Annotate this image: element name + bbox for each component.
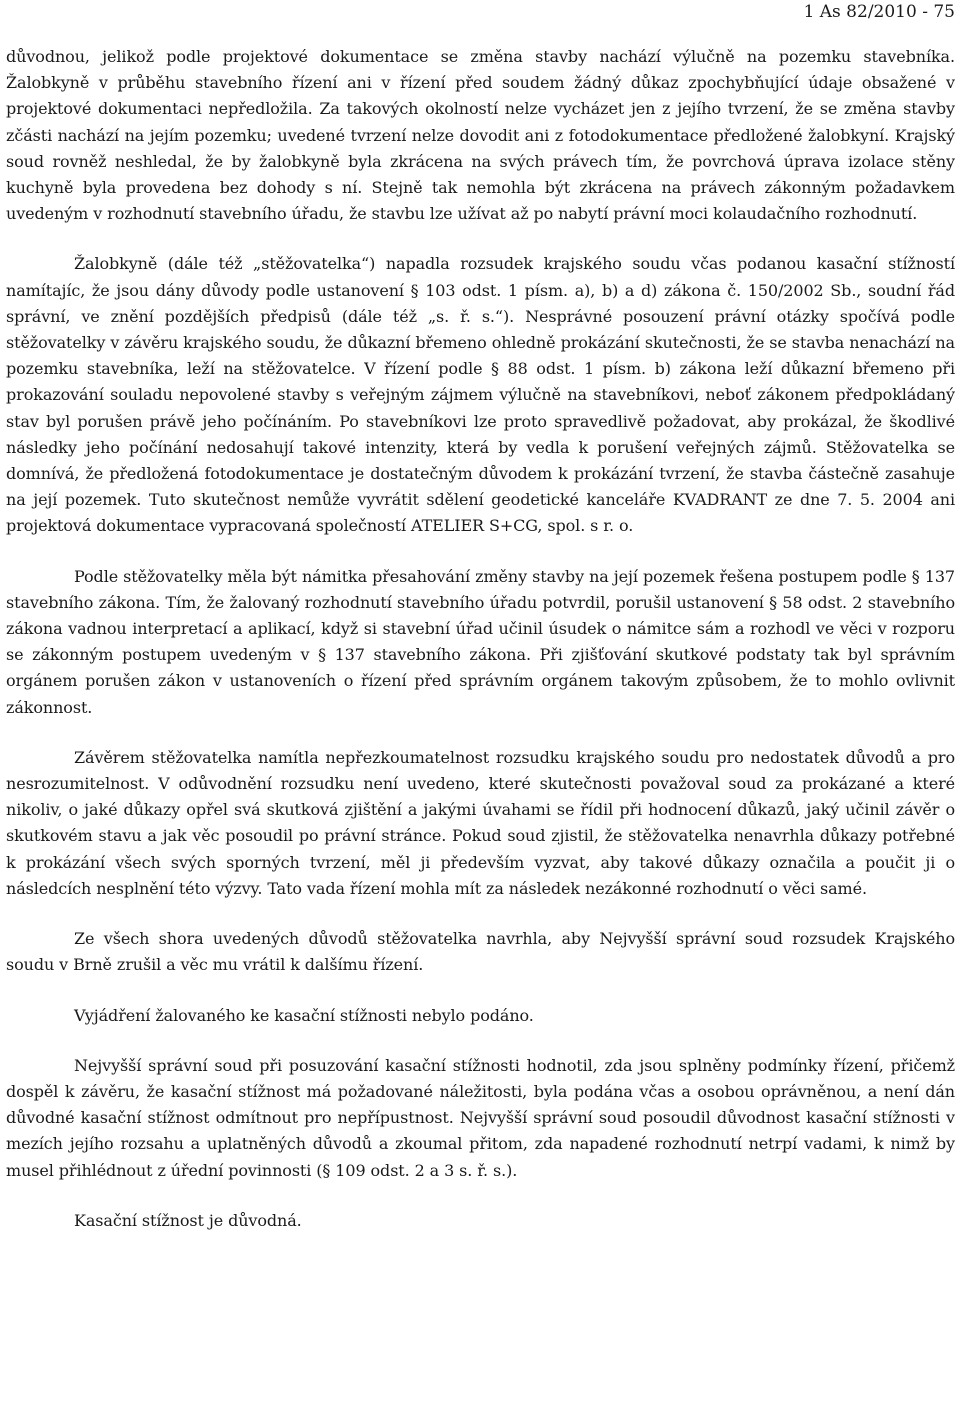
paragraph-no-response: Vyjádření žalovaného ke kasační stížnosti nebylo podáno. [74, 1005, 534, 1025]
paragraph-section-137: Podle stěžovatelky měla být námitka přesahování změny stavby na její pozemek řešena postupem podle § 137 stavebního zákona. Tím, že žalovaný rozhodnutí stavebního úřadu potvrdil, porušil ustanovení § 58 odst. 2 stavebního zákona vadnou interpretací a aplikací, když si stavební úřad učinil úsudek o námitce sám a rozhodl ve věci v rozporu se zákonným postupem uvedeným v § 137 stavebního zákona. Při zjišťování skutkové podstaty tak byl správním orgánem porušen zákon v ustanoveních o řízení před správním orgánem takovým způsobem, že to mohlo ovlivnit zákonnost. [6, 566, 955, 717]
paragraph-appeal-grounds: Žalobkyně (dále též „stěžovatelka“) napadla rozsudek krajského soudu včas podanou kasační stížností namítajíc, že jsou dány důvody podle ustanovení § 103 odst. 1 písm. a), b) a d) zákona č. 150/2002 Sb., soudní řád správní, ve znění pozdějších předpisů (dále též „s. ř. s.“). Nesprávné posouzení právní otázky spočívá podle stěžovatelky v závěru krajského soudu, že důkazní břemeno ohledně prokázání skutečnosti, že se stavba nenachází na pozemku stavebníka, leží na stěžovatelce. V řízení podle § 88 odst. 1 písm. b) zákona leží důkazní břemeno při prokazování souladu nepovolené stavby s veřejným zájmem výlučně na stavebníkovi, neboť zákonem předpokládaný stav byl porušen právě jeho počínáním. Po stavebníkovi lze proto spravedlivě požadovat, aby prokázal, že škodlivé následky jeho počínání nedosahují takové intenzity, která by vedla k porušení veřejných zájmů. Stěžovatelka se domnívá, že předložená fotodokumentace je dostatečným důvodem k prokázání tvrzení, že stavba částečně zasahuje na její pozemek. Tuto skutečnost nemůže vyvrátit sdělení geodetické kanceláře KVADRANT ze dne 7. 5. 2004 ani projektová dokumentace vypracovaná společností ATELIER S+CG, spol. s r. o. [6, 254, 955, 536]
paragraph-unreviewability: Závěrem stěžovatelka namítla nepřezkoumatelnost rozsudku krajského soudu pro nedostatek důvodů a pro nesrozumitelnost. V odůvodnění rozsudku není uvedeno, které skutečnosti považoval soud za prokázané a které nikoliv, o jaké důkazy opřel svá skutková zjištění a jakými úvahami se řídil při hodnocení důkazů, jaký učinil závěr o skutkovém stavu a jak věc posoudil po právní stránce. Pokud soud zjistil, že stěžovatelka nenavrhla důkazy potřebné k prokázání všech svých sporných tvrzení, měl ji především vyzvat, aby takové důkazy označila a poučit ji o následcích nesplnění této výzvy. Tato vada řízení mohla mít za následek nezákonné rozhodnutí o věci samé. [6, 747, 955, 898]
document-body [6, 44, 955, 1234]
paragraph-proposal: Ze všech shora uvedených důvodů stěžovatelka navrhla, aby Nejvyšší správní soud rozsudek Krajského soudu v Brně zrušil a věc mu vrátil k dalšímu řízení. [6, 929, 955, 975]
paragraph-court-assessment: Nejvyšší správní soud při posuzování kasační stížnosti hodnotil, zda jsou splněny podmínky řízení, přičemž dospěl k závěru, že kasační stížnost má požadované náležitosti, byla podána včas a osobou oprávněnou, a není dán důvodné kasační stížnost odmítnout pro nepřípustnost. Nejvyšší správní soud posoudil důvodnost kasační stížnosti v mezích jejího rozsahu a uplatněných důvodů a zkoumal přitom, zda napadené rozhodnutí netrpí vadami, k nimž by musel přihlédnout z úřední povinnosti (§ 109 odst. 2 a 3 s. ř. s.). [6, 1055, 955, 1180]
case-number-header: 1 As 82/2010 - 75 [803, 2, 955, 22]
paragraph-continuation: důvodnou, jelikož podle projektové dokumentace se změna stavby nachází výlučně na pozemku stavebníka. Žalobkyně v průběhu stavebního řízení ani v řízení před soudem žádný důkaz zpochybňující údaje obsažené v projektové dokumentaci nepředložila. Za takových okolností nelze vycházet jen z jejího tvrzení, že se změna stavby zčásti nachází na jejím pozemku; uvedené tvrzení nelze dovodit ani z fotodokumentace předložené žalobkyní. Krajský soud rovněž neshledal, že by žalobkyně byla zkrácena na svých právech tím, že povrchová úprava izolace stěny kuchyně byla provedena bez dohody s ní. Stejně tak nemohla být zkrácena na právech zákonným požadavkem uvedeným v rozhodnutí stavebního úřadu, že stavbu lze užívat až po nabytí právní moci kolaudačního rozhodnutí. [6, 47, 955, 224]
paragraph-conclusion: Kasační stížnost je důvodná. [74, 1210, 302, 1230]
